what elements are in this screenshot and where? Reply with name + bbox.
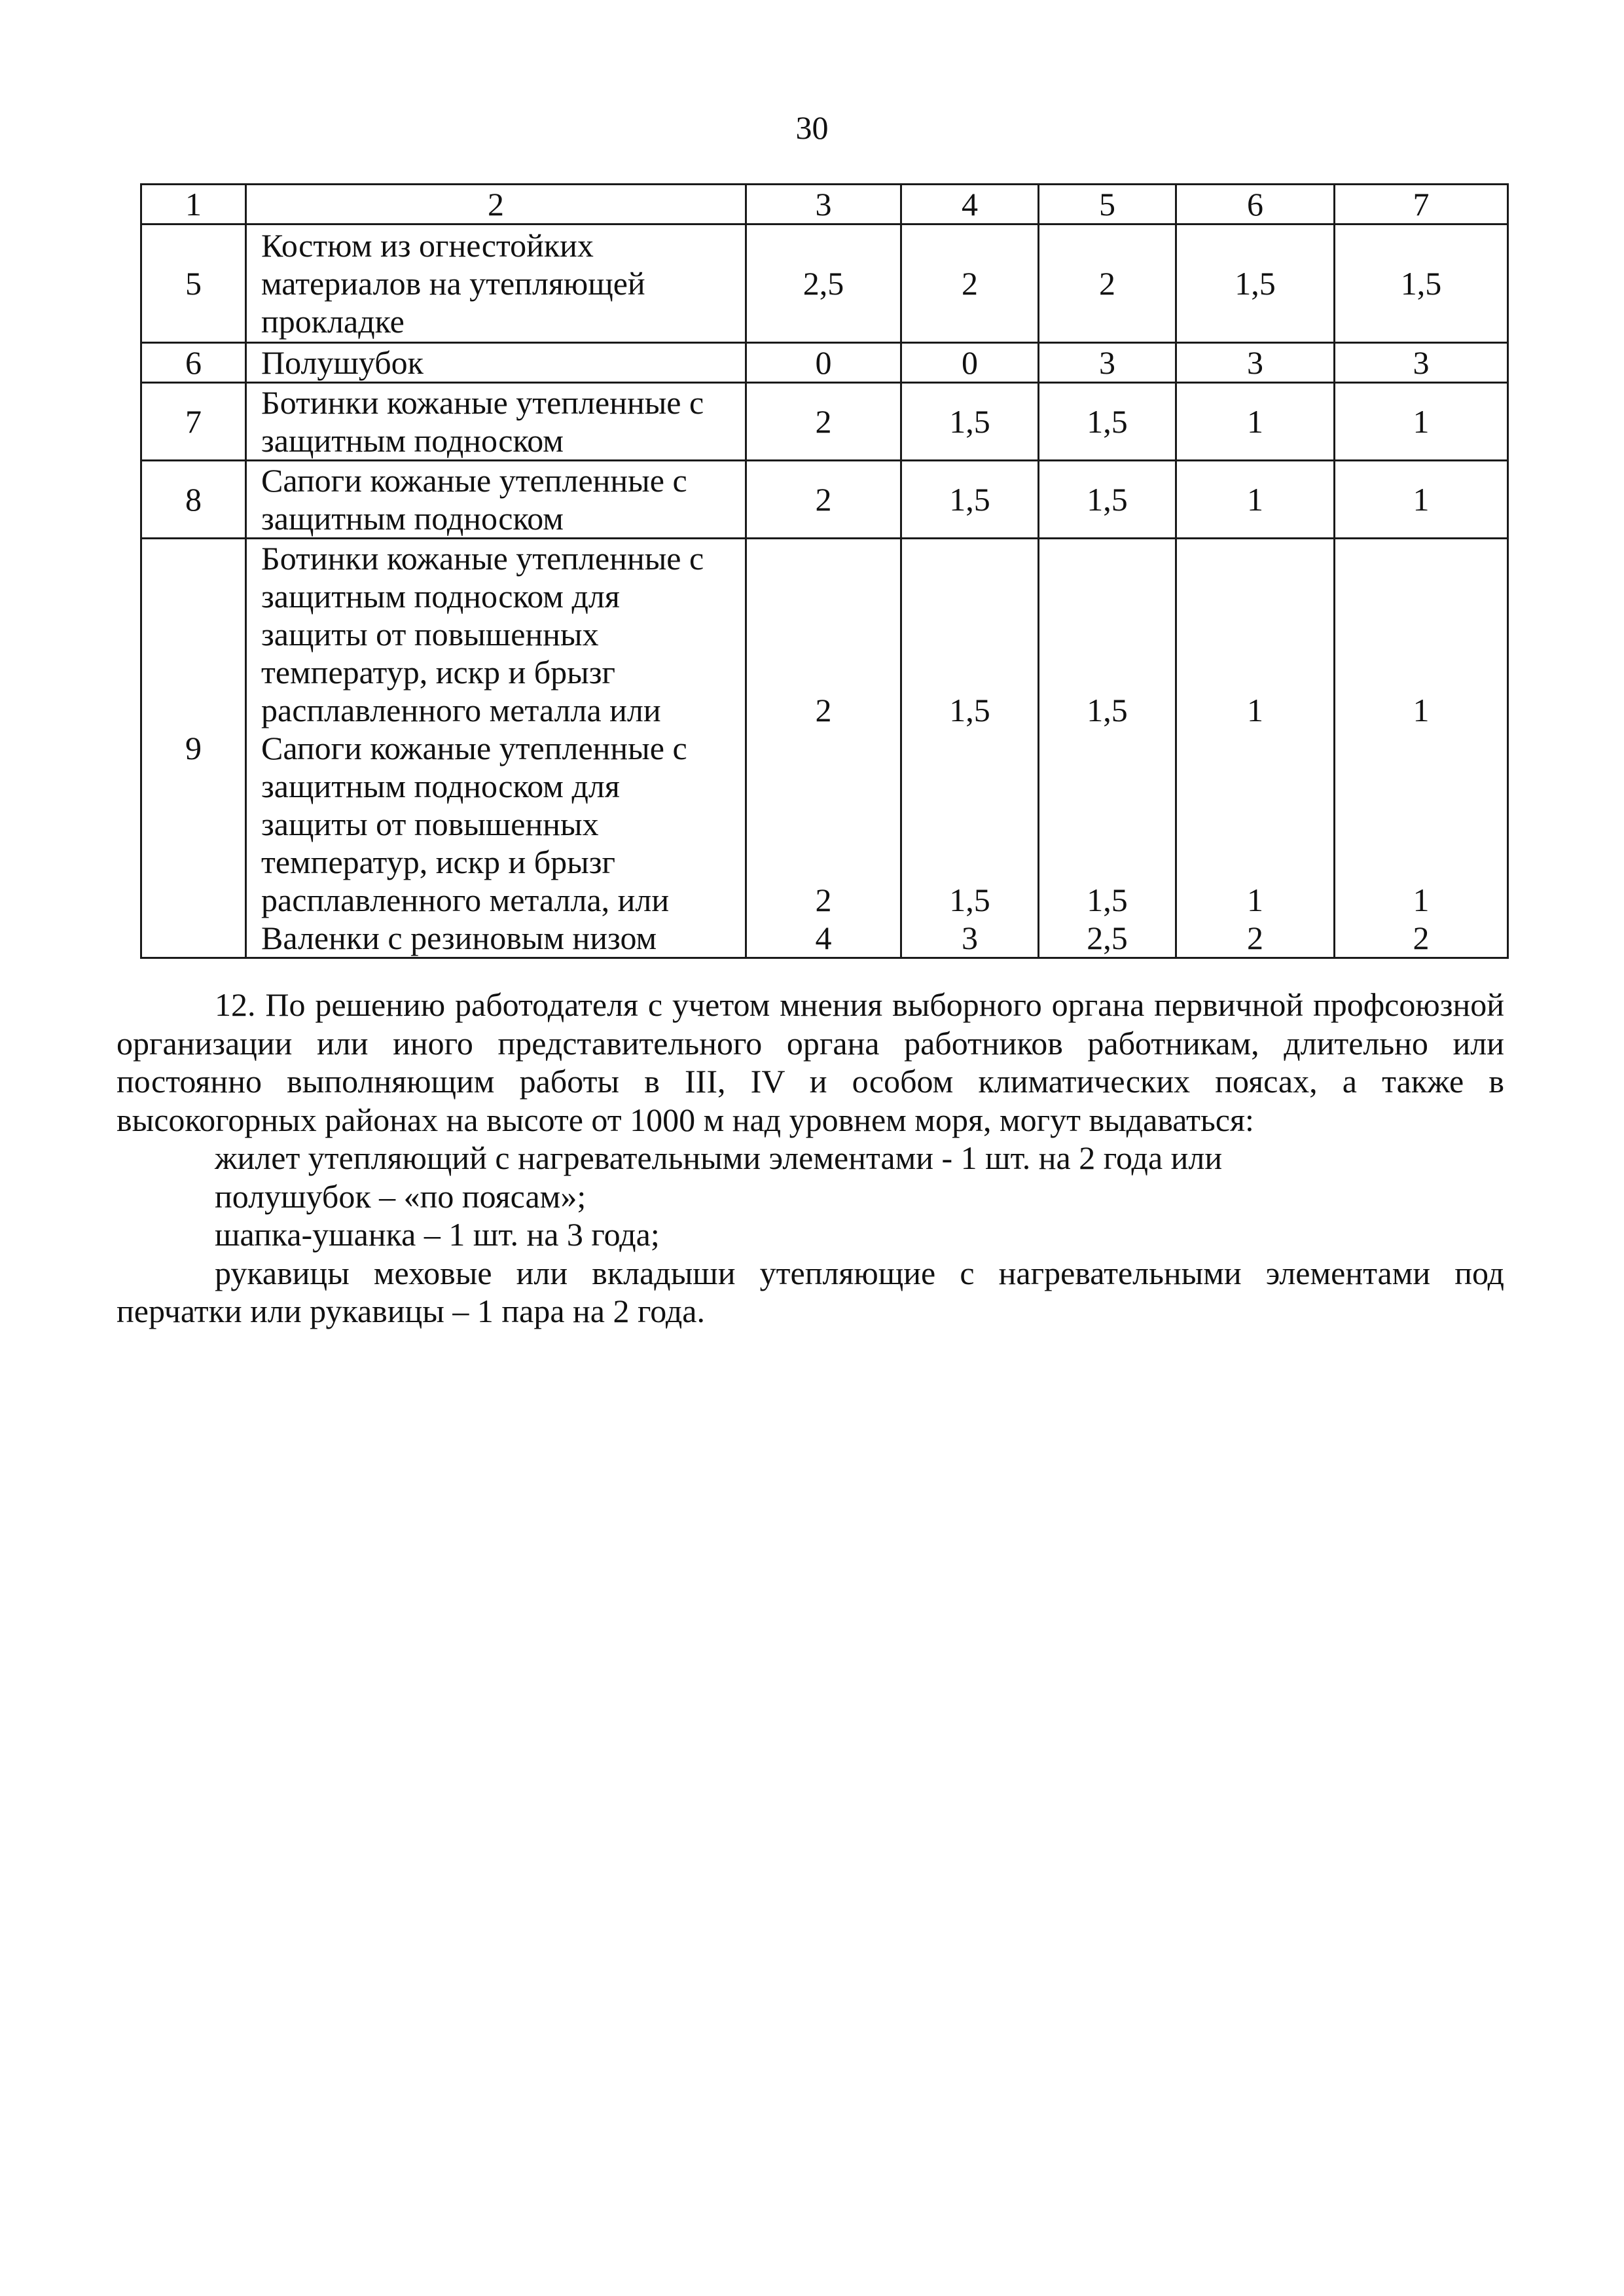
item-name-line: Полушубок bbox=[261, 344, 424, 381]
table-row bbox=[141, 224, 1508, 343]
value-cell: 1 bbox=[1335, 461, 1508, 539]
item-name-line: защитным подноском для bbox=[261, 578, 620, 615]
item-name-line: защитным подноском для bbox=[261, 768, 620, 804]
item-name-line: защитным подноском bbox=[261, 422, 564, 459]
value-cell bbox=[901, 539, 1039, 958]
value-cell: 3 bbox=[1176, 343, 1335, 383]
value-cell: 1 bbox=[1176, 461, 1335, 539]
value-cell: 2 bbox=[1039, 224, 1176, 343]
item-name-line: прокладке bbox=[261, 303, 405, 340]
value-cell: 2 bbox=[746, 461, 901, 539]
value-cell: 0 bbox=[901, 343, 1039, 383]
header-cell: 6 bbox=[1176, 185, 1335, 224]
item-name-line: защиты от повышенных bbox=[261, 806, 599, 842]
item-name-line: материалов на утепляющей bbox=[261, 265, 645, 302]
value-line: 1,5 bbox=[949, 692, 990, 728]
header-cell: 3 bbox=[746, 185, 901, 224]
item-name bbox=[246, 383, 746, 461]
value-line: 1 bbox=[1247, 692, 1263, 728]
value-cell bbox=[746, 539, 901, 958]
value-cell: 1,5 bbox=[1335, 224, 1508, 343]
header-cell: 2 bbox=[246, 185, 746, 224]
value-cell: 1 bbox=[1335, 383, 1508, 461]
value-cell: 1,5 bbox=[1039, 461, 1176, 539]
value-line: 1,5 bbox=[1087, 882, 1128, 918]
value-line: 2 bbox=[1247, 920, 1263, 956]
item-name-line: расплавленного металла, или bbox=[261, 882, 670, 918]
value-cell: 1,5 bbox=[1039, 383, 1176, 461]
item-name-line: защитным подноском bbox=[261, 500, 564, 537]
value-line: 1,5 bbox=[1087, 692, 1128, 728]
value-line: 2 bbox=[815, 882, 832, 918]
value-line: 1 bbox=[1247, 882, 1263, 918]
value-line: 2,5 bbox=[1087, 920, 1128, 956]
item-name-line: Сапоги кожаные утепленные с bbox=[261, 730, 687, 766]
table-row bbox=[141, 383, 1508, 461]
list-item: шапка-ушанка – 1 шт. на 3 года; bbox=[215, 1216, 660, 1253]
list-item: рукавицы меховые или вкладыши утепляющие с нагревательными элементами под перчатки или рукавицы – 1 пара на 2 года. bbox=[117, 1254, 1504, 1329]
value-cell bbox=[1335, 539, 1508, 958]
table-row bbox=[141, 539, 1508, 958]
value-cell: 1 bbox=[1176, 383, 1335, 461]
row-number: 9 bbox=[141, 539, 246, 958]
value-cell: 1,5 bbox=[901, 383, 1039, 461]
value-line: 2 bbox=[1413, 920, 1430, 956]
body-text bbox=[117, 986, 1504, 1331]
header-cell: 7 bbox=[1335, 185, 1508, 224]
value-line: 4 bbox=[815, 920, 832, 956]
item-name-line: Сапоги кожаные утепленные с bbox=[261, 462, 687, 499]
value-line: 2 bbox=[815, 692, 832, 728]
row-number: 8 bbox=[141, 461, 246, 539]
row-number: 5 bbox=[141, 224, 246, 343]
item-name-line: защиты от повышенных bbox=[261, 616, 599, 653]
list-item: жилет утепляющий с нагревательными элементами - 1 шт. на 2 года или bbox=[215, 1139, 1223, 1176]
value-line: 1,5 bbox=[949, 882, 990, 918]
item-name-line: Ботинки кожаные утепленные с bbox=[261, 540, 704, 577]
value-line: 1 bbox=[1413, 692, 1430, 728]
item-name-line: Валенки с резиновым низом bbox=[261, 920, 657, 956]
norms-table-container bbox=[140, 183, 1507, 959]
value-cell: 1,5 bbox=[1176, 224, 1335, 343]
value-cell: 0 bbox=[746, 343, 901, 383]
value-cell bbox=[1176, 539, 1335, 958]
table-row bbox=[141, 343, 1508, 383]
value-line: 3 bbox=[962, 920, 978, 956]
table-row bbox=[141, 461, 1508, 539]
item-name-line: Костюм из огнестойких bbox=[261, 227, 594, 264]
value-cell: 2 bbox=[746, 383, 901, 461]
value-cell bbox=[1039, 539, 1176, 958]
value-cell: 2,5 bbox=[746, 224, 901, 343]
row-number: 7 bbox=[141, 383, 246, 461]
item-name bbox=[246, 343, 746, 383]
item-name bbox=[246, 461, 746, 539]
page-number: 30 bbox=[795, 109, 829, 146]
item-name-line: Ботинки кожаные утепленные с bbox=[261, 384, 704, 421]
header-cell: 4 bbox=[901, 185, 1039, 224]
norms-table bbox=[140, 183, 1509, 959]
value-cell: 1,5 bbox=[901, 461, 1039, 539]
value-cell: 3 bbox=[1335, 343, 1508, 383]
value-line: 1 bbox=[1413, 882, 1430, 918]
list-item: полушубок – «по поясам»; bbox=[215, 1177, 586, 1215]
header-cell: 1 bbox=[141, 185, 246, 224]
item-name-line: расплавленного металла или bbox=[261, 692, 661, 728]
value-cell: 2 bbox=[901, 224, 1039, 343]
table-header-row bbox=[141, 185, 1508, 224]
header-cell: 5 bbox=[1039, 185, 1176, 224]
row-number: 6 bbox=[141, 343, 246, 383]
item-name bbox=[246, 539, 746, 958]
item-name-line: температур, искр и брызг bbox=[261, 654, 616, 691]
value-cell: 3 bbox=[1039, 343, 1176, 383]
item-name bbox=[246, 224, 746, 343]
item-name-line: температур, искр и брызг bbox=[261, 844, 616, 880]
paragraph-12: 12. По решению работодателя с учетом мнения выборного органа первичной профсоюзной организации или иного представительного органа работников работникам, длительно или постоянно выполняющим работы в III, IV и особом климатических поясах, а также в высокогорных районах на высоте от 1000 м над уровнем моря, могут выдаваться: bbox=[117, 986, 1504, 1138]
